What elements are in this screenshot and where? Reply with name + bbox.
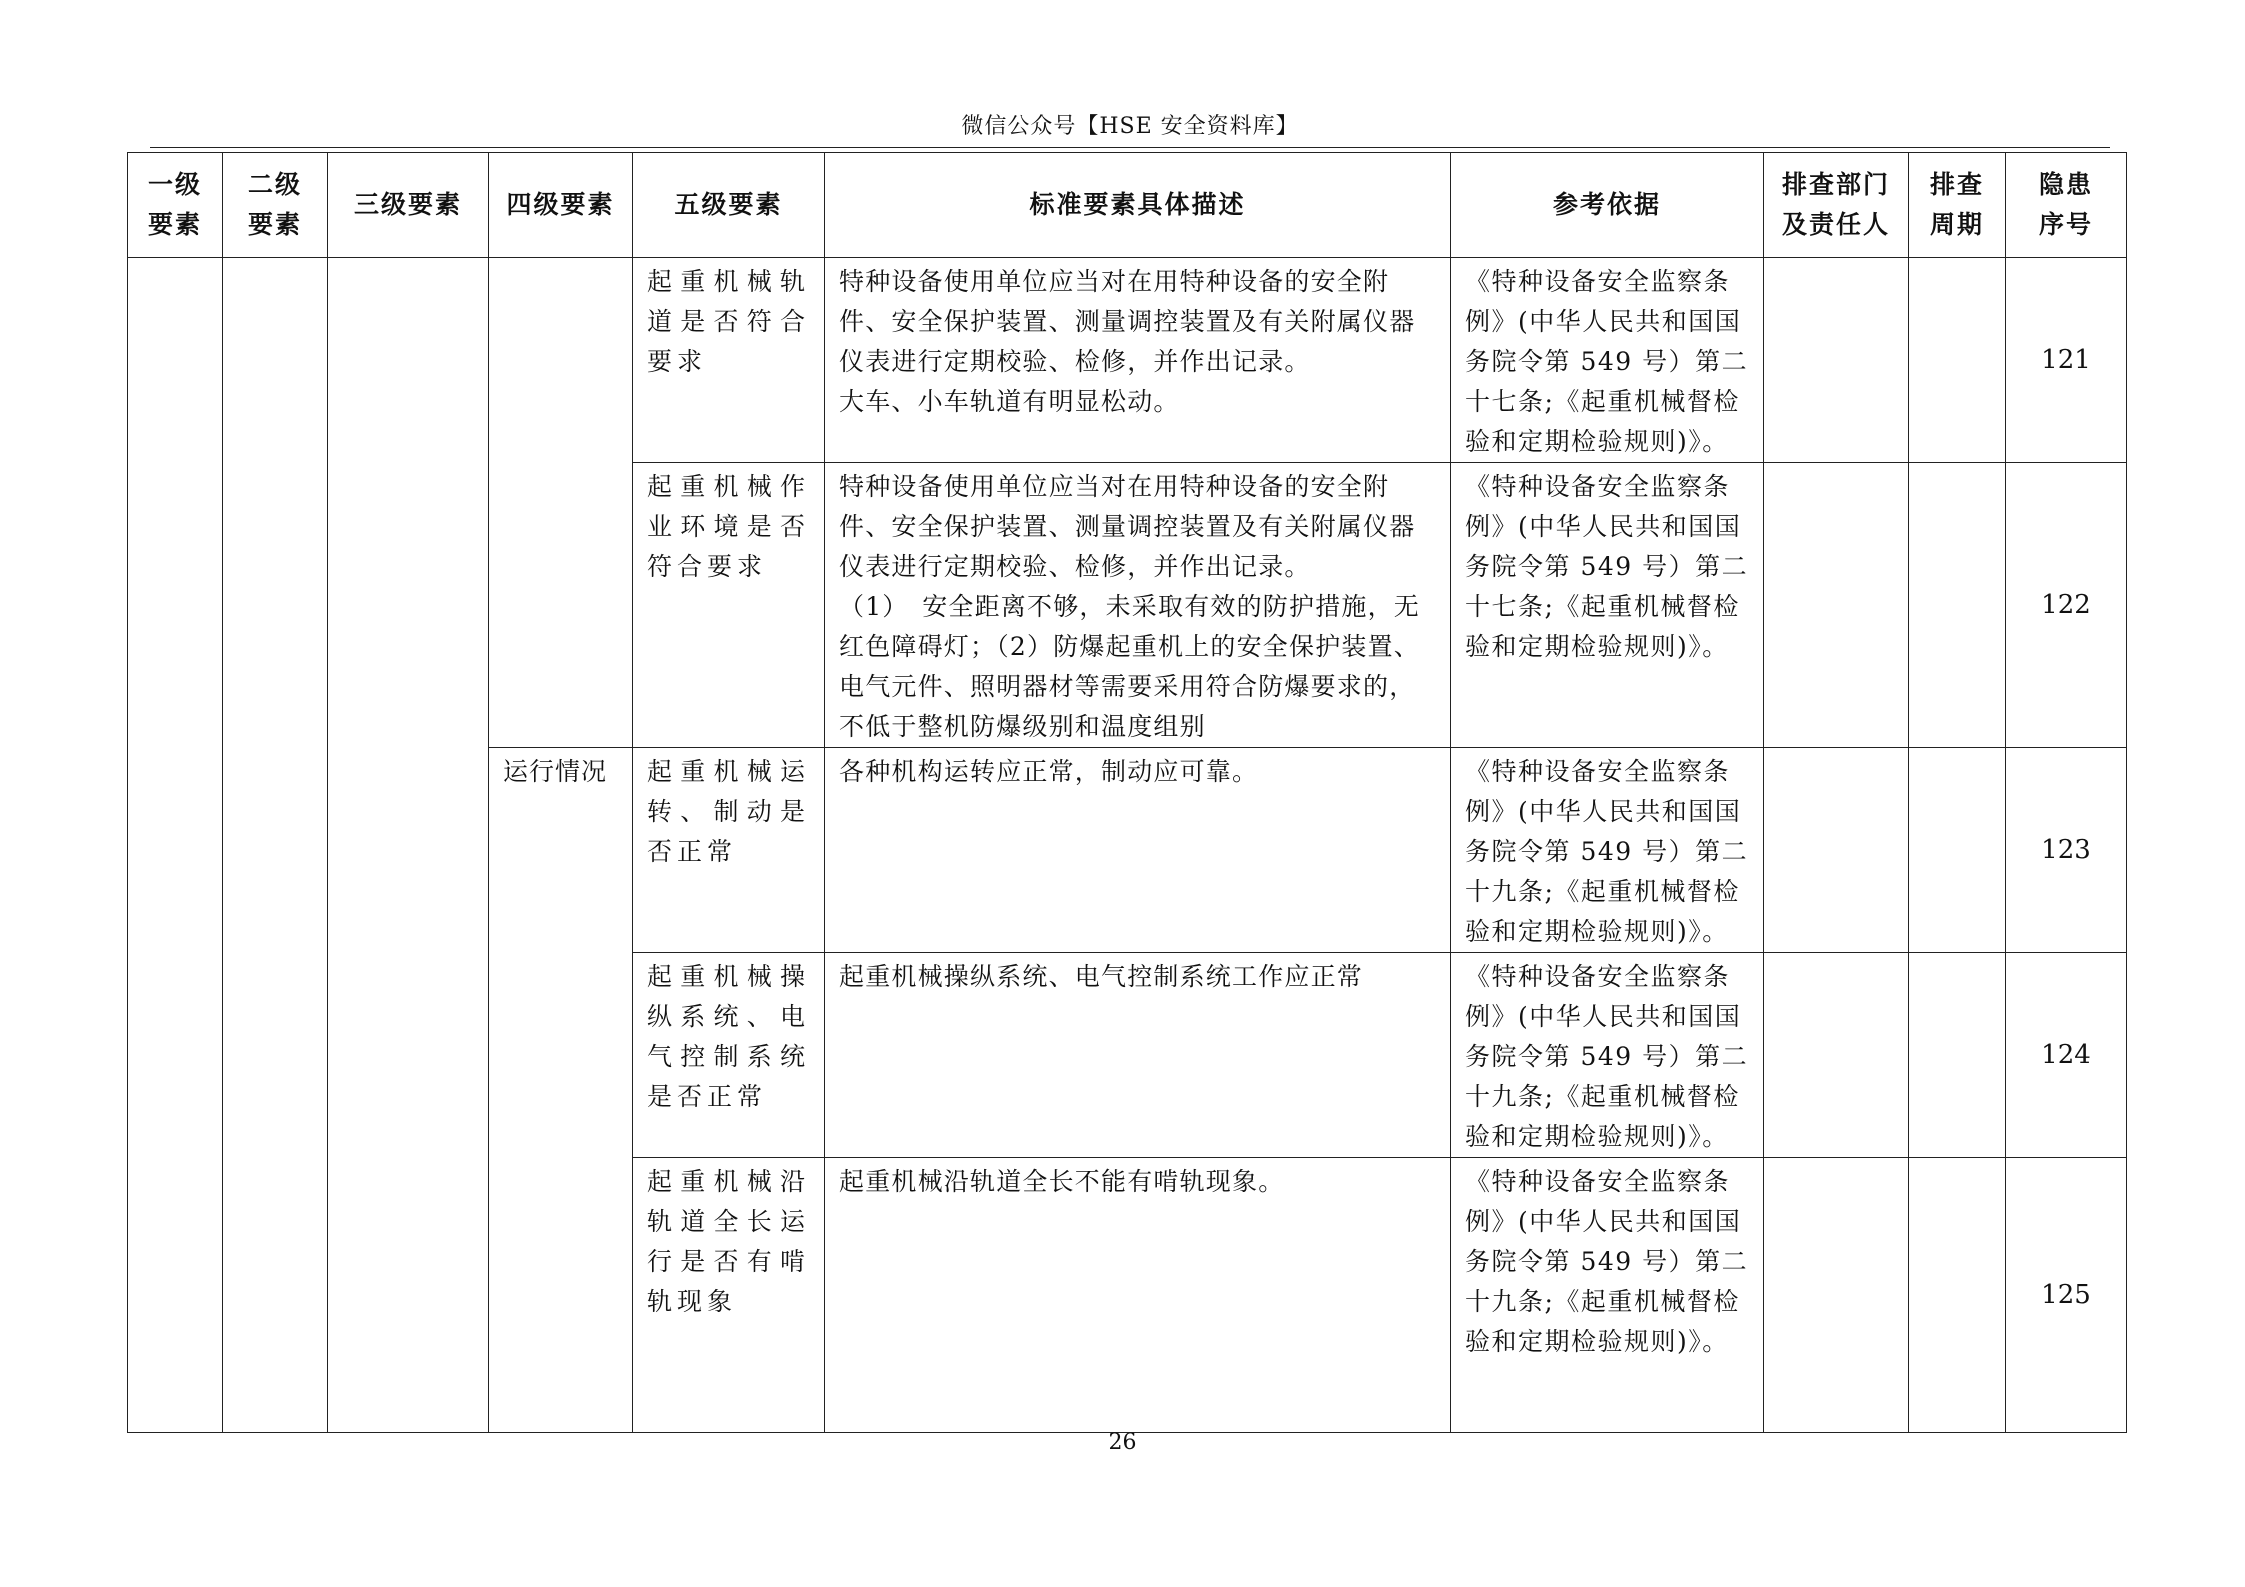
description-cell: 特种设备使用单位应当对在用特种设备的安全附件、安全保护装置、测量调控装置及有关附属仪器仪表进行定期校验、检修，并作出记录。 大车、小车轨道有明显松动。: [825, 258, 1451, 463]
cycle-cell: [1909, 748, 2006, 953]
level4-cell: [489, 258, 633, 748]
reference-cell: 《特种设备安全监察条例》(中华人民共和国国务院令第 549 号）第二十七条;《起重机械督检验和定期检验规则)》。: [1451, 463, 1764, 748]
reference-cell: 《特种设备安全监察条例》(中华人民共和国国务院令第 549 号）第二十九条;《起重机械督检验和定期检验规则)》。: [1451, 953, 1764, 1158]
cycle-cell: [1909, 1158, 2006, 1433]
col-header-cycle: 排查 周期: [1909, 153, 2006, 258]
col-header-description: 标准要素具体描述: [825, 153, 1451, 258]
reference-cell: 《特种设备安全监察条例》(中华人民共和国国务院令第 549 号）第二十九条;《起重机械督检验和定期检验规则)》。: [1451, 748, 1764, 953]
level4-cell: [489, 748, 633, 1433]
level5-cell: 起重机械运转、制动是否正常: [633, 748, 825, 953]
table-header-row: [128, 153, 2127, 258]
level2-cell: [223, 258, 328, 1433]
page-header: 微信公众号【HSE 安全资料库】: [961, 114, 1299, 139]
col-header-level1: 一级 要素: [128, 153, 223, 258]
description-cell: 各种机构运转应正常，制动应可靠。: [825, 748, 1451, 953]
seq-cell: 124: [2006, 953, 2127, 1158]
cycle-cell: [1909, 463, 2006, 748]
level1-cell: [128, 258, 223, 1433]
level5-cell: 起重机械作业环境是否符合要求: [633, 463, 825, 748]
level5-cell: 起重机械轨道是否符合要求: [633, 258, 825, 463]
seq-cell: 122: [2006, 463, 2127, 748]
reference-cell: 《特种设备安全监察条例》(中华人民共和国国务院令第 549 号）第二十九条;《起重机械督检验和定期检验规则)》。: [1451, 1158, 1764, 1433]
header-rule: [150, 147, 2110, 148]
department-cell: [1764, 258, 1909, 463]
col-header-level4: 四级要素: [489, 153, 633, 258]
level5-cell: 起重机械操纵系统、电气控制系统是否正常: [633, 953, 825, 1158]
description-cell: 起重机械沿轨道全长不能有啃轨现象。: [825, 1158, 1451, 1433]
cycle-cell: [1909, 953, 2006, 1158]
department-cell: [1764, 1158, 1909, 1433]
table-row: [128, 258, 2127, 463]
col-header-department: 排查部门 及责任人: [1764, 153, 1909, 258]
level5-cell: 起重机械沿轨道全长运行是否有啃轨现象: [633, 1158, 825, 1433]
seq-cell: 121: [2006, 258, 2127, 463]
level3-cell: [328, 258, 489, 1433]
department-cell: [1764, 463, 1909, 748]
seq-cell: 125: [2006, 1158, 2127, 1433]
seq-cell: 123: [2006, 748, 2127, 953]
page-number: 26: [1108, 1430, 1137, 1455]
col-header-seq: 隐患 序号: [2006, 153, 2127, 258]
col-header-level5: 五级要素: [633, 153, 825, 258]
reference-cell: 《特种设备安全监察条例》(中华人民共和国国务院令第 549 号）第二十七条;《起重机械督检验和定期检验规则)》。: [1451, 258, 1764, 463]
department-cell: [1764, 953, 1909, 1158]
inspection-table: [127, 152, 2127, 1433]
group-label: 运行情况: [503, 757, 608, 786]
description-cell: 特种设备使用单位应当对在用特种设备的安全附件、安全保护装置、测量调控装置及有关附属仪器仪表进行定期校验、检修，并作出记录。 （1） 安全距离不够，未采取有效的防护措施，无红色障碍灯；（2）防爆起重机上的安全保护装置、电气元件、照明器材等需要采用符合防爆要求的，不低于整机防爆级别和温度组别: [825, 463, 1451, 748]
description-cell: 起重机械操纵系统、电气控制系统工作应正常: [825, 953, 1451, 1158]
col-header-level3: 三级要素: [328, 153, 489, 258]
col-header-level2: 二级 要素: [223, 153, 328, 258]
department-cell: [1764, 748, 1909, 953]
cycle-cell: [1909, 258, 2006, 463]
col-header-reference: 参考依据: [1451, 153, 1764, 258]
